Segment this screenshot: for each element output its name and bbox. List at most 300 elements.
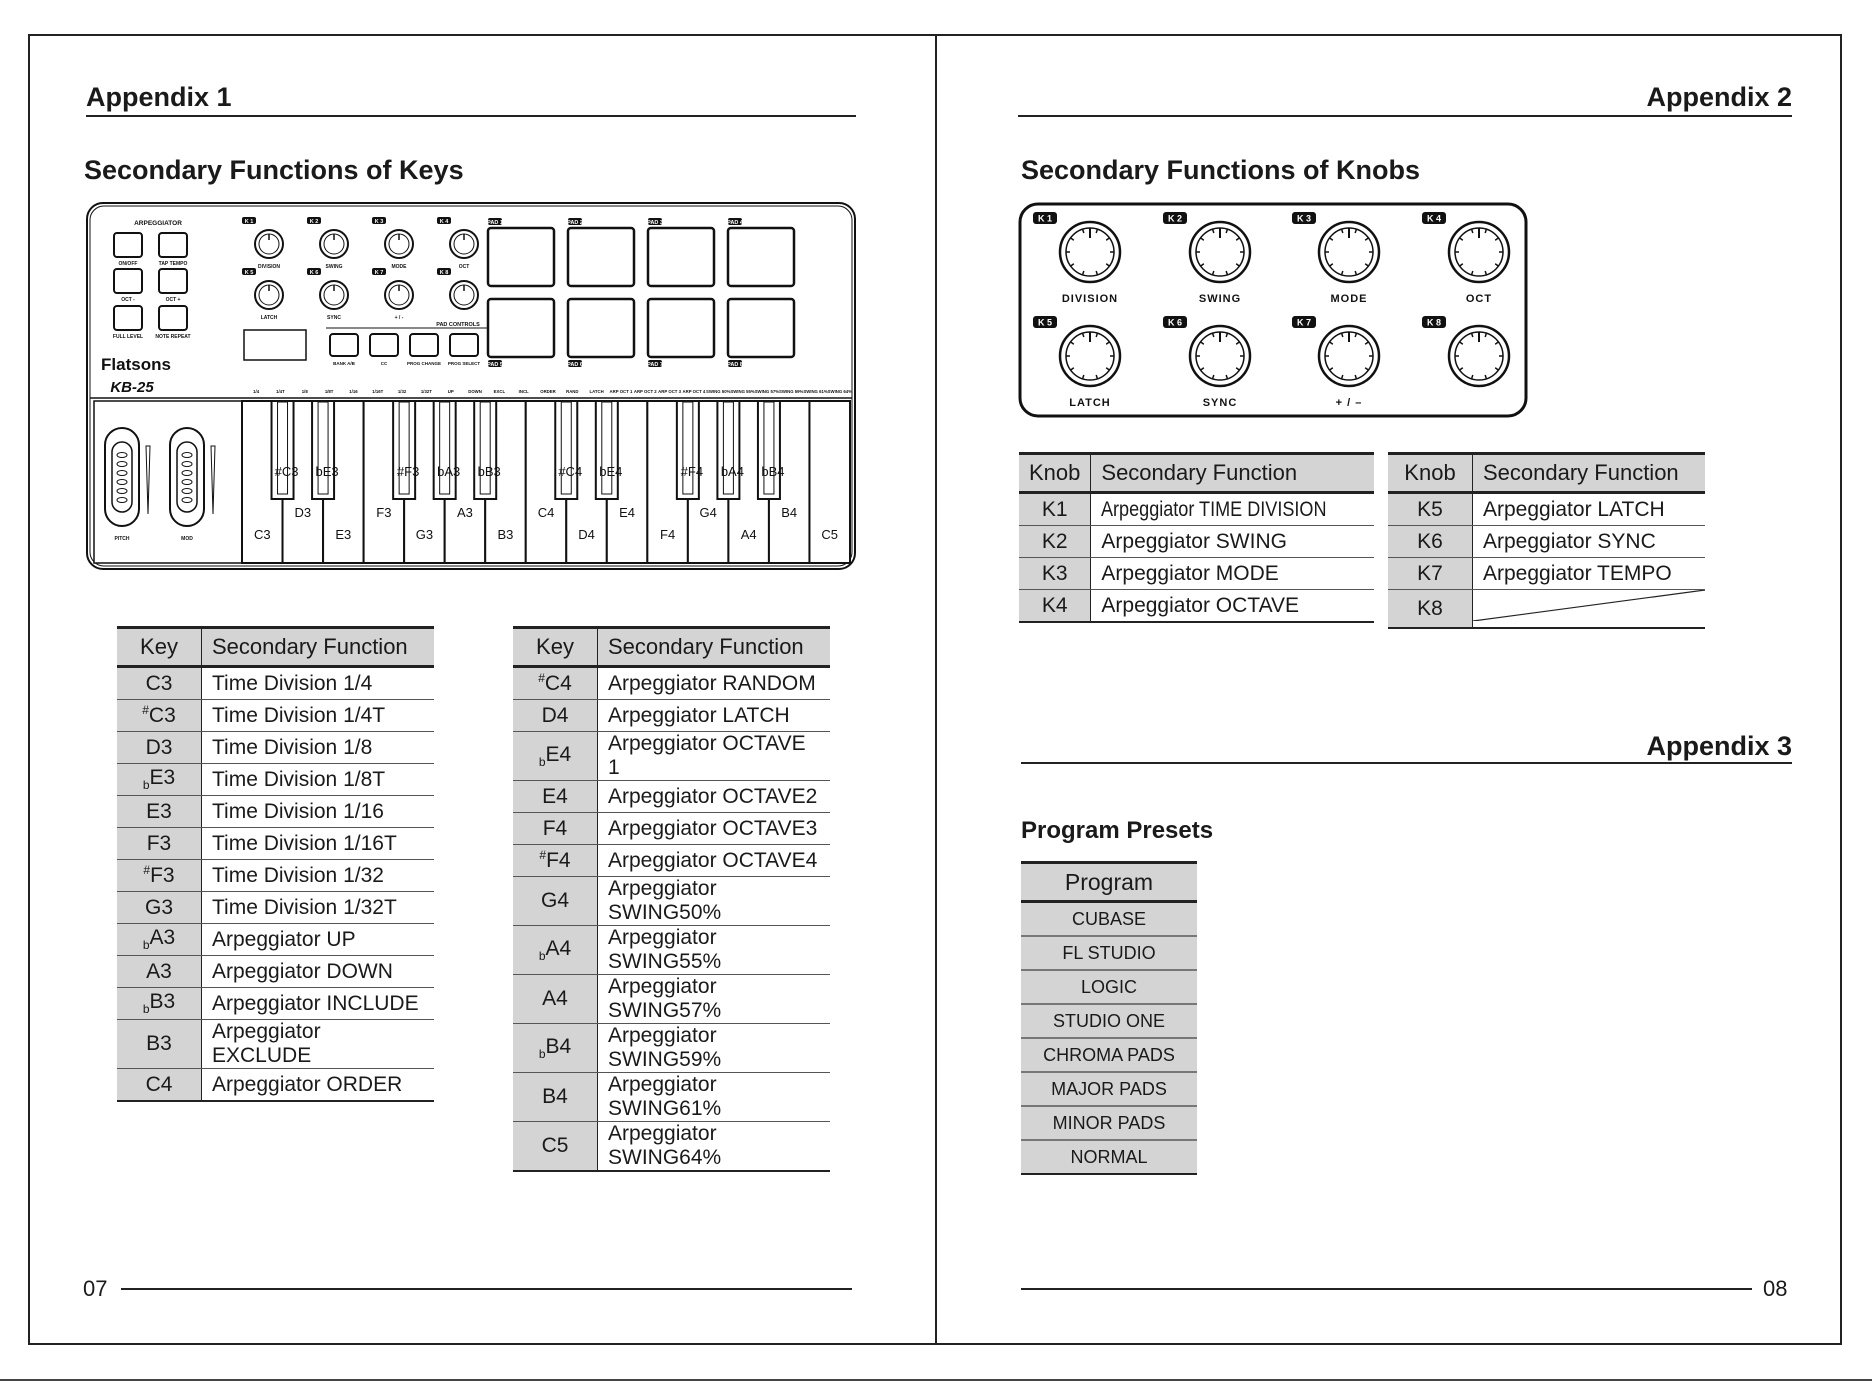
key-name: E3 [149, 766, 176, 790]
knob-label: DIVISION [258, 264, 280, 270]
table-row [1019, 558, 1374, 590]
key-cell [117, 1020, 202, 1069]
strip-label: 1/32 [397, 389, 407, 394]
strip-label: DOWN [468, 389, 482, 394]
table-row [1019, 590, 1374, 623]
key-cell [117, 667, 202, 700]
table-row [1021, 1038, 1197, 1072]
tag-label: K 6 [309, 270, 319, 276]
tag-label: K 3 [374, 219, 384, 225]
program-presets-table [1021, 861, 1197, 1175]
drum-pad [568, 228, 634, 286]
strip-label: ARP OCT 2 [633, 389, 657, 394]
function-cell: Arpeggiator OCTAVE 1 [598, 732, 831, 781]
white-key-label: C3 [253, 527, 271, 542]
table-row [513, 667, 830, 700]
button [159, 233, 187, 257]
table-row [1021, 1106, 1197, 1140]
appendix-3-heading: Appendix 3 [1646, 731, 1792, 761]
table-header-program: Program [1021, 863, 1197, 902]
function-cell: Arpeggiator OCTAVE2 [598, 781, 831, 813]
key-name: A4 [542, 987, 568, 1010]
function-cell: Arpeggiator SWING55% [598, 926, 831, 975]
strip-label: 1/8T [324, 389, 334, 394]
table-row [1388, 558, 1705, 590]
black-key-label: bB3 [477, 464, 501, 479]
function-cell: Arpeggiator SWING59% [598, 1024, 831, 1073]
strip-label: LATCH [589, 389, 604, 394]
strip-label: ARP OCT 4 [682, 389, 706, 394]
flat-sign: b [142, 1002, 150, 1017]
strip-label: 1/8 [301, 389, 308, 394]
keys-table-2 [513, 626, 830, 1172]
key-name: D4 [541, 703, 569, 727]
white-key-label: B3 [497, 527, 514, 542]
table-row [513, 700, 830, 732]
function-cell: Arpeggiator OCTAVE [1091, 590, 1374, 623]
page-number-right: 08 [1763, 1276, 1788, 1301]
table-row [117, 732, 434, 764]
white-key-label: A3 [456, 505, 473, 520]
table-header-function: Secondary Function [1473, 454, 1706, 493]
drum-pad [568, 299, 634, 357]
key-cell [513, 781, 598, 813]
black-key-top [480, 402, 490, 494]
key-name: C3 [145, 671, 173, 695]
table-row [513, 877, 830, 926]
tag-label: PAD 6 [567, 362, 583, 368]
table-row [1021, 1140, 1197, 1174]
button-label: OCT - [121, 297, 135, 303]
table-row [1388, 526, 1705, 558]
knob-label: LATCH [260, 315, 278, 321]
flat-sign: b [538, 949, 546, 964]
strip-label: SWING 57% [754, 389, 780, 394]
table-row [1019, 493, 1374, 526]
key-cell [513, 700, 598, 732]
function-cell: Arpeggiator UP [202, 924, 435, 956]
program-name: FL STUDIO [1021, 936, 1197, 970]
table-header-key: Key [513, 628, 598, 667]
key-cell [513, 877, 598, 926]
flat-sign: b [538, 755, 546, 770]
drum-pad [488, 299, 554, 357]
key-cell [117, 764, 202, 796]
knob-label: SYNC [1202, 397, 1238, 409]
knob-label: SWING [1198, 293, 1242, 305]
white-key-label: B4 [781, 505, 798, 520]
key-cell [513, 845, 598, 877]
black-key-top [561, 402, 571, 494]
knob-tag-label: K 5 [1037, 317, 1053, 328]
key-cell [117, 700, 202, 732]
tag-label: K 8 [439, 270, 449, 276]
function-cell: Arpeggiator INCLUDE [202, 988, 435, 1020]
tag-label: K 1 [244, 219, 254, 225]
knob-label: LATCH [1069, 397, 1111, 409]
table-row [513, 781, 830, 813]
strip-label: SWING 50% [706, 389, 731, 394]
white-key-label: E4 [619, 505, 636, 520]
key-cell [117, 732, 202, 764]
black-key-label: bB4 [761, 464, 785, 479]
key-name: A3 [146, 959, 172, 983]
function-cell: Arpeggiator SWING57% [598, 975, 831, 1024]
strip-label: SWING 59% [779, 389, 804, 394]
white-key-label: F3 [376, 505, 392, 520]
function-cell: Arpeggiator SWING50% [598, 877, 831, 926]
strip-label: SWING 64% [827, 389, 853, 394]
page-number-left: 07 [83, 1276, 108, 1301]
key-name: E4 [545, 742, 572, 766]
table-row [117, 860, 434, 892]
table-row [513, 975, 830, 1024]
button-label: TAP TEMPO [158, 261, 188, 267]
wheel-label: PITCH [114, 536, 130, 542]
function-cell: Time Division 1/16T [202, 828, 435, 860]
function-cell: Arpeggiator SWING64% [598, 1122, 831, 1172]
key-name: F3 [150, 864, 175, 887]
key-cell [117, 924, 202, 956]
table-header-knob: Knob [1019, 454, 1091, 493]
button-label: OCT + [165, 297, 181, 303]
function-cell: Arpeggiator LATCH [598, 700, 831, 732]
wheel-label: MOD [181, 536, 193, 542]
button [159, 306, 187, 330]
button [114, 306, 142, 330]
key-cell [117, 988, 202, 1020]
key-name: C5 [541, 1134, 569, 1157]
flat-sign: b [538, 1047, 546, 1062]
white-key-label: A4 [740, 527, 757, 542]
appendix-3-rule [1021, 762, 1792, 764]
table-row [513, 926, 830, 975]
knob-label: + / – [1335, 397, 1363, 409]
function-cell: Time Division 1/8 [202, 732, 435, 764]
strip-label: 1/16 [349, 389, 358, 394]
black-key-top [683, 402, 693, 494]
key-cell [513, 926, 598, 975]
function-cell: Arpeggiator MODE [1091, 558, 1374, 590]
black-key-label: bA3 [437, 464, 461, 479]
appendix-1-heading: Appendix 1 [86, 82, 232, 112]
button [159, 269, 187, 293]
function-cell: Arpeggiator OCTAVE3 [598, 813, 831, 845]
pad-control-label: CC [380, 361, 388, 366]
button-label: ON/OFF [118, 261, 138, 267]
program-name: CHROMA PADS [1021, 1038, 1197, 1072]
table-row [1021, 902, 1197, 937]
strip-label: INCL [518, 389, 529, 394]
sharp-sign: # [539, 848, 547, 862]
white-key-label: C4 [537, 505, 555, 520]
drum-pad [648, 299, 714, 357]
function-cell: Arpeggiator SYNC [1473, 526, 1706, 558]
table-row [117, 892, 434, 924]
key-name: B3 [146, 1032, 172, 1055]
button [114, 233, 142, 257]
knob-cell: K5 [1388, 493, 1473, 526]
tag-label: K 4 [439, 219, 449, 225]
table-header-function: Secondary Function [202, 628, 435, 667]
table-row [1388, 590, 1705, 629]
key-name: A3 [149, 926, 176, 950]
knob-cell: K7 [1388, 558, 1473, 590]
function-cell: Arpeggiator LATCH [1473, 493, 1706, 526]
strip-label: 1/16T [372, 389, 384, 394]
tag-label: PAD 8 [727, 362, 743, 368]
knob-label: DIVISION [1061, 293, 1119, 305]
table-header-function: Secondary Function [1091, 454, 1374, 493]
knob-tag-label: K 4 [1426, 213, 1442, 224]
tag-label: PAD 3 [647, 220, 663, 226]
key-cell [117, 892, 202, 924]
table-row [117, 956, 434, 988]
arpeggiator-label: ARPEGGIATOR [134, 220, 182, 227]
table-row [117, 988, 434, 1020]
table-header-key: Key [117, 628, 202, 667]
pad-control-label: BANK A/B [333, 361, 355, 366]
drum-pad [728, 299, 794, 357]
knob-cell: K8 [1388, 590, 1473, 629]
key-cell [513, 1073, 598, 1122]
black-key-top [399, 402, 409, 494]
key-name: B3 [149, 990, 176, 1014]
knob-panel-illustration [1018, 202, 1528, 418]
knob-cell: K2 [1019, 526, 1091, 558]
key-cell [117, 956, 202, 988]
knob-tag-label: K 1 [1037, 213, 1053, 224]
table-row [117, 667, 434, 700]
function-cell: Time Division 1/8T [202, 764, 435, 796]
program-name: LOGIC [1021, 970, 1197, 1004]
key-name: C4 [145, 1072, 173, 1096]
key-name: C3 [148, 704, 176, 727]
key-name: F3 [146, 831, 172, 855]
pad-control-label: PROG SELECT [447, 361, 481, 366]
table-row [1021, 970, 1197, 1004]
white-key-label: D4 [578, 527, 595, 542]
table-row [513, 732, 830, 781]
display-screen [244, 330, 306, 360]
key-cell [117, 860, 202, 892]
key-cell [117, 796, 202, 828]
knob-label: OCT [458, 264, 470, 270]
table-row [1021, 1072, 1197, 1106]
pad-control-button [410, 334, 438, 356]
black-key-top [602, 402, 612, 494]
function-cell [1473, 590, 1706, 629]
knob-cell: K6 [1388, 526, 1473, 558]
knobs-table-1 [1019, 452, 1374, 623]
brand-logo: Flatsons [101, 355, 171, 374]
strip-label: EXCL [493, 389, 506, 394]
tag-label: PAD 1 [487, 220, 503, 226]
strip-label: ORDER [540, 389, 556, 394]
black-key-label: bE4 [599, 464, 623, 479]
tag-label: K 5 [244, 270, 254, 276]
knob-cell: K4 [1019, 590, 1091, 623]
keyboard-illustration [86, 202, 858, 574]
key-name: A4 [545, 936, 572, 960]
function-cell: Time Division 1/32 [202, 860, 435, 892]
program-name: NORMAL [1021, 1140, 1197, 1174]
key-name: D3 [145, 735, 173, 759]
table-row [513, 1073, 830, 1122]
white-key-label: E3 [335, 527, 352, 542]
black-key-label: #F4 [680, 464, 704, 479]
white-key-label: G4 [699, 505, 717, 520]
function-cell: Time Division 1/4T [202, 700, 435, 732]
table-row [117, 764, 434, 796]
strip-label: UP [447, 389, 454, 394]
function-cell: Arpeggiator SWING61% [598, 1073, 831, 1122]
white-key-label: C5 [821, 527, 839, 542]
black-key-label: bE3 [315, 464, 339, 479]
button [114, 269, 142, 293]
appendix-1-rule [86, 115, 856, 117]
strip-label: 1/4T [276, 389, 285, 394]
program-name: MAJOR PADS [1021, 1072, 1197, 1106]
program-name: STUDIO ONE [1021, 1004, 1197, 1038]
table-row [117, 924, 434, 956]
pad-control-button [370, 334, 398, 356]
key-name: B4 [542, 1085, 568, 1108]
function-cell: Arpeggiator OCTAVE4 [598, 845, 831, 877]
knob-label: SWING [325, 264, 343, 270]
black-key-label: #F3 [396, 464, 420, 479]
key-cell [117, 828, 202, 860]
knob-label: MODE [1330, 293, 1368, 305]
function-cell: Arpeggiator DOWN [202, 956, 435, 988]
function-cell: Arpeggiator TEMPO [1473, 558, 1706, 590]
model-logo: KB-25 [110, 379, 154, 396]
table-row [513, 845, 830, 877]
empty-cell-diagonal [1473, 590, 1705, 621]
page-divider [935, 34, 937, 1345]
strip-label: ARP OCT 1 [609, 389, 633, 394]
key-cell [513, 732, 598, 781]
strip-label: 1/32T [420, 389, 432, 394]
key-cell [513, 667, 598, 700]
strip-label: SWING 55% [730, 389, 755, 394]
key-name: E3 [146, 799, 172, 823]
strip-label: RAND [566, 389, 579, 394]
table-row [1019, 526, 1374, 558]
key-cell [117, 1069, 202, 1102]
knobs-subtitle: Secondary Functions of Knobs [1021, 155, 1421, 185]
knob-tag-label: K 8 [1426, 317, 1442, 328]
tag-label: PAD 7 [647, 362, 663, 368]
key-name: G4 [540, 889, 569, 912]
key-cell [513, 813, 598, 845]
table-row [513, 1122, 830, 1172]
knob-label: + / - [394, 315, 404, 321]
function-cell: Time Division 1/4 [202, 667, 435, 700]
tag-label: PAD 5 [487, 362, 503, 368]
key-name: C4 [544, 672, 572, 695]
key-name: B4 [545, 1034, 572, 1058]
footer-rule-right [1021, 1288, 1752, 1290]
key-name: E4 [542, 784, 568, 808]
footer-rule-left [121, 1288, 852, 1290]
program-name: CUBASE [1021, 902, 1197, 937]
table-row [117, 1020, 434, 1069]
knob-label: MODE [391, 264, 407, 270]
keys-subtitle: Secondary Functions of Keys [84, 155, 464, 185]
function-cell: Time Division 1/32T [202, 892, 435, 924]
black-key-top [440, 402, 450, 494]
white-key-label: F4 [660, 527, 676, 542]
table-row [1021, 936, 1197, 970]
function-cell: Arpeggiator SWING [1091, 526, 1374, 558]
program-name: MINOR PADS [1021, 1106, 1197, 1140]
sharp-sign: # [143, 863, 151, 877]
knob-tag-label: K 3 [1296, 213, 1312, 224]
key-name: F4 [542, 816, 568, 840]
tag-label: PAD 4 [727, 220, 743, 226]
presets-subtitle: Program Presets [1021, 817, 1214, 844]
drum-pad [648, 228, 714, 286]
key-name: F4 [546, 849, 571, 872]
knob-cell: K3 [1019, 558, 1091, 590]
key-name: G3 [144, 895, 173, 919]
knob-tag-label: K 7 [1296, 317, 1312, 328]
key-cell [513, 975, 598, 1024]
flat-sign: b [142, 778, 150, 793]
table-row [117, 700, 434, 732]
flat-sign: b [142, 938, 150, 953]
pad-control-button [450, 334, 478, 356]
table-row [1021, 1004, 1197, 1038]
table-row [117, 828, 434, 860]
keys-table-1 [117, 626, 434, 1102]
knobs-table-2 [1388, 452, 1705, 629]
sharp-sign: # [142, 703, 149, 717]
function-text: Arpeggiator TIME DIVISION [1101, 497, 1327, 521]
table-header-function: Secondary Function [598, 628, 831, 667]
function-cell: Arpeggiator ORDER [202, 1069, 435, 1102]
function-cell: Arpeggiator RANDOM [598, 667, 831, 700]
table-row [1388, 493, 1705, 526]
knob-label: SYNC [327, 315, 341, 321]
key-cell [513, 1122, 598, 1172]
pad-control-button [330, 334, 358, 356]
white-key-label: G3 [415, 527, 434, 542]
sharp-sign: # [538, 671, 545, 685]
table-header-knob: Knob [1388, 454, 1473, 493]
tag-label: PAD 2 [567, 220, 583, 226]
white-key-label: D3 [294, 505, 312, 520]
key-cell [513, 1024, 598, 1073]
function-cell: Arpeggiator EXCLUDE [202, 1020, 435, 1069]
knob-tag-label: K 2 [1167, 213, 1183, 224]
knob-cell: K1 [1019, 493, 1091, 526]
table-row [117, 796, 434, 828]
knob-tag-label: K 6 [1167, 317, 1183, 328]
appendix-2-rule [1018, 115, 1792, 117]
tag-label: K 7 [374, 270, 384, 276]
table-row [117, 1069, 434, 1102]
function-cell [1091, 493, 1374, 526]
black-key-label: bA4 [720, 464, 744, 479]
black-key-label: #C4 [558, 464, 583, 479]
drum-pad [728, 228, 794, 286]
table-row [513, 1024, 830, 1073]
pad-controls-label: PAD CONTROLS [436, 322, 480, 328]
strip-label: SWING 61% [803, 389, 828, 394]
strip-label: ARP OCT 3 [658, 389, 682, 394]
